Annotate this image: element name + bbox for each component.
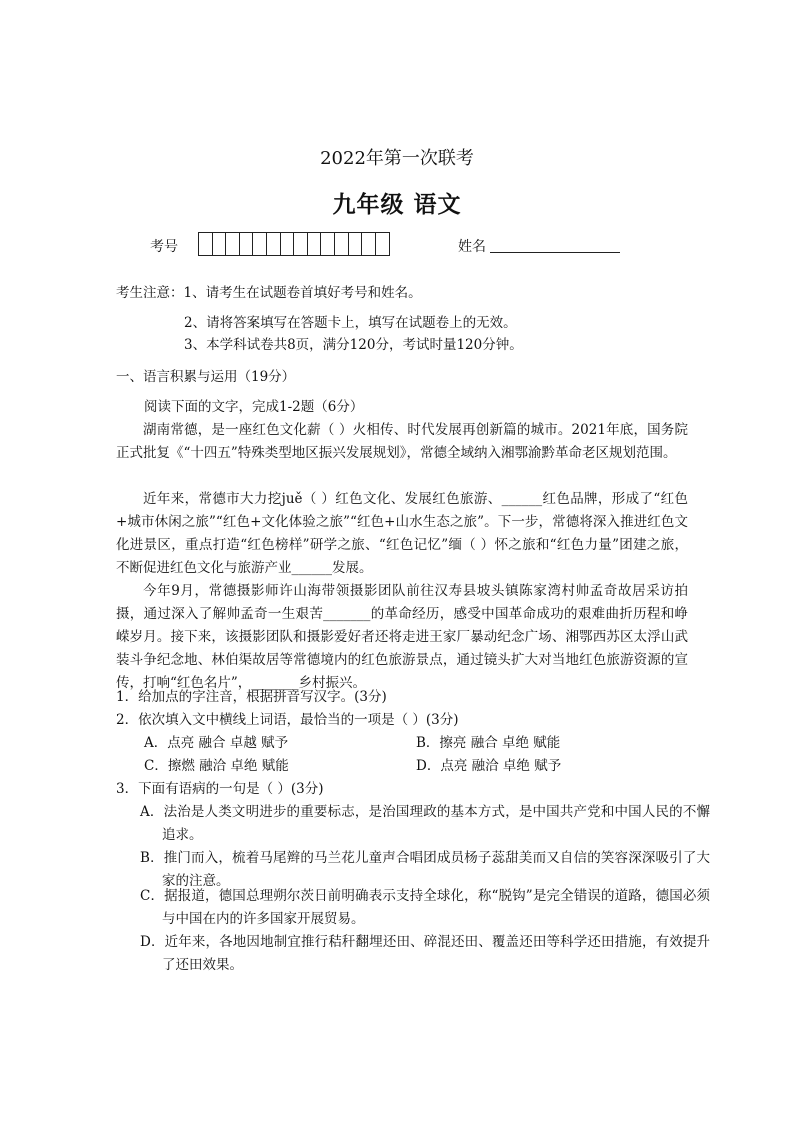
id-cell[interactable] [335, 233, 349, 255]
q2-option-b: B．擦亮 融合 卓绝 赋能 [416, 735, 561, 751]
name-field[interactable] [490, 252, 620, 253]
question-3: 3．下面有语病的一句是（ ）(3分) [116, 781, 324, 797]
id-cell[interactable] [213, 233, 227, 255]
question-2: 2．依次填入文中横线上词语，最恰当的一项是（ ）(3分) [116, 712, 459, 728]
section-heading: 一、语言积累与运用（19分） [116, 369, 296, 385]
id-cell[interactable] [321, 233, 335, 255]
id-cell[interactable] [349, 233, 363, 255]
q3-option-d: D．近年来，各地因地制宜推行秸秆翻埋还田、碎混还田、覆盖还田等科学还田措施，有效提升了还田效果。 [140, 934, 710, 973]
candidate-info-row [150, 232, 670, 258]
notice-label: 考生注意： [116, 285, 184, 301]
q2-option-a: A．点亮 融合 卓越 赋予 [144, 735, 289, 751]
notice-item: 1、请考生在试题卷首填好考号和姓名。 [183, 285, 422, 301]
id-cell[interactable] [281, 233, 295, 255]
id-cell[interactable] [226, 233, 240, 255]
passage-paragraph: 今年9月，常德摄影师许山海带领摄影团队前往汉寿县坡头镇陈家湾村帅孟奇故居采访拍摄，通过深入了解帅孟奇一生艰苦_______的革命经历，感受中国革命成功的艰难曲折历程和峥嵘岁月。接下来，该摄影团队和摄影爱好者还将走进王家厂暴动纪念广场、湘鄂西苏区太浮山武装斗争纪念地、林伯渠故居等常德境内的红色旅游景点，通过镜头扩大对当地红色旅游资源的宣传，打响“红色名片”，_______乡村振兴。 [116, 583, 688, 691]
exam-title: 2022年第一次联考 [320, 148, 474, 169]
id-cell[interactable] [362, 233, 376, 255]
notice-item: 2、请将答案填写在答题卡上，填写在试题卷上的无效。 [184, 315, 517, 331]
question-1: 1．给加点的字注音，根据拼音写汉字。(3分) [116, 689, 387, 705]
notice-line-1 [116, 282, 422, 305]
id-cell[interactable] [253, 233, 267, 255]
id-cell[interactable] [308, 233, 322, 255]
id-number-grid[interactable] [198, 232, 390, 256]
name-label: 姓名 [458, 239, 486, 255]
id-cell[interactable] [267, 233, 281, 255]
id-cell[interactable] [199, 233, 213, 255]
reading-intro: 阅读下面的文字，完成1-2题（6分） [144, 399, 364, 415]
q2-option-d: D．点亮 融洽 卓绝 赋予 [416, 758, 562, 774]
id-cell[interactable] [376, 233, 390, 255]
notice-item: 3、本学科试卷共8页，满分120分，考试时量120分钟。 [184, 337, 523, 353]
subject-title: 九年级 语文 [332, 191, 462, 218]
id-cell[interactable] [294, 233, 308, 255]
passage-paragraph: 湖南常德，是一座红色文化薪（ ）火相传、时代发展再创新篇的城市。2021年底，国务院正式批复《“十四五”特殊类型地区振兴发展规划》，常德全域纳入湘鄂渝黔革命老区规划范围。 [116, 422, 688, 461]
passage-paragraph: 近年来，常德市大力挖juě（ ）红色文化、发展红色旅游、______红色品牌，形成了“红色+城市休闲之旅”“红色+文化体验之旅”“红色+山水生态之旅”。下一步，常德将深入推进红色文化进景区，重点打造“红色榜样”研学之旅、“红色记忆”缅（ ）怀之旅和“红色力量”团建之旅，不断促进红色文化与旅游产业______发展。 [116, 491, 688, 576]
id-cell[interactable] [240, 233, 254, 255]
id-label: 考号 [150, 239, 178, 255]
q3-option-a: A．法治是人类文明进步的重要标志，是治国理政的基本方式，是中国共产党和中国人民的不懈追求。 [140, 804, 710, 843]
q3-option-b: B．推门而入，梳着马尾辫的马兰花儿童声合唱团成员杨子蕊甜美而又自信的笑容深深吸引了大家的注意。 [140, 850, 710, 889]
q3-option-c: C．据报道，德国总理朔尔茨日前明确表示支持全球化，称“脱钩”是完全错误的道路，德国必须与中国在内的许多国家开展贸易。 [140, 888, 710, 927]
q2-option-c: C．擦燃 融洽 卓绝 赋能 [144, 758, 289, 774]
